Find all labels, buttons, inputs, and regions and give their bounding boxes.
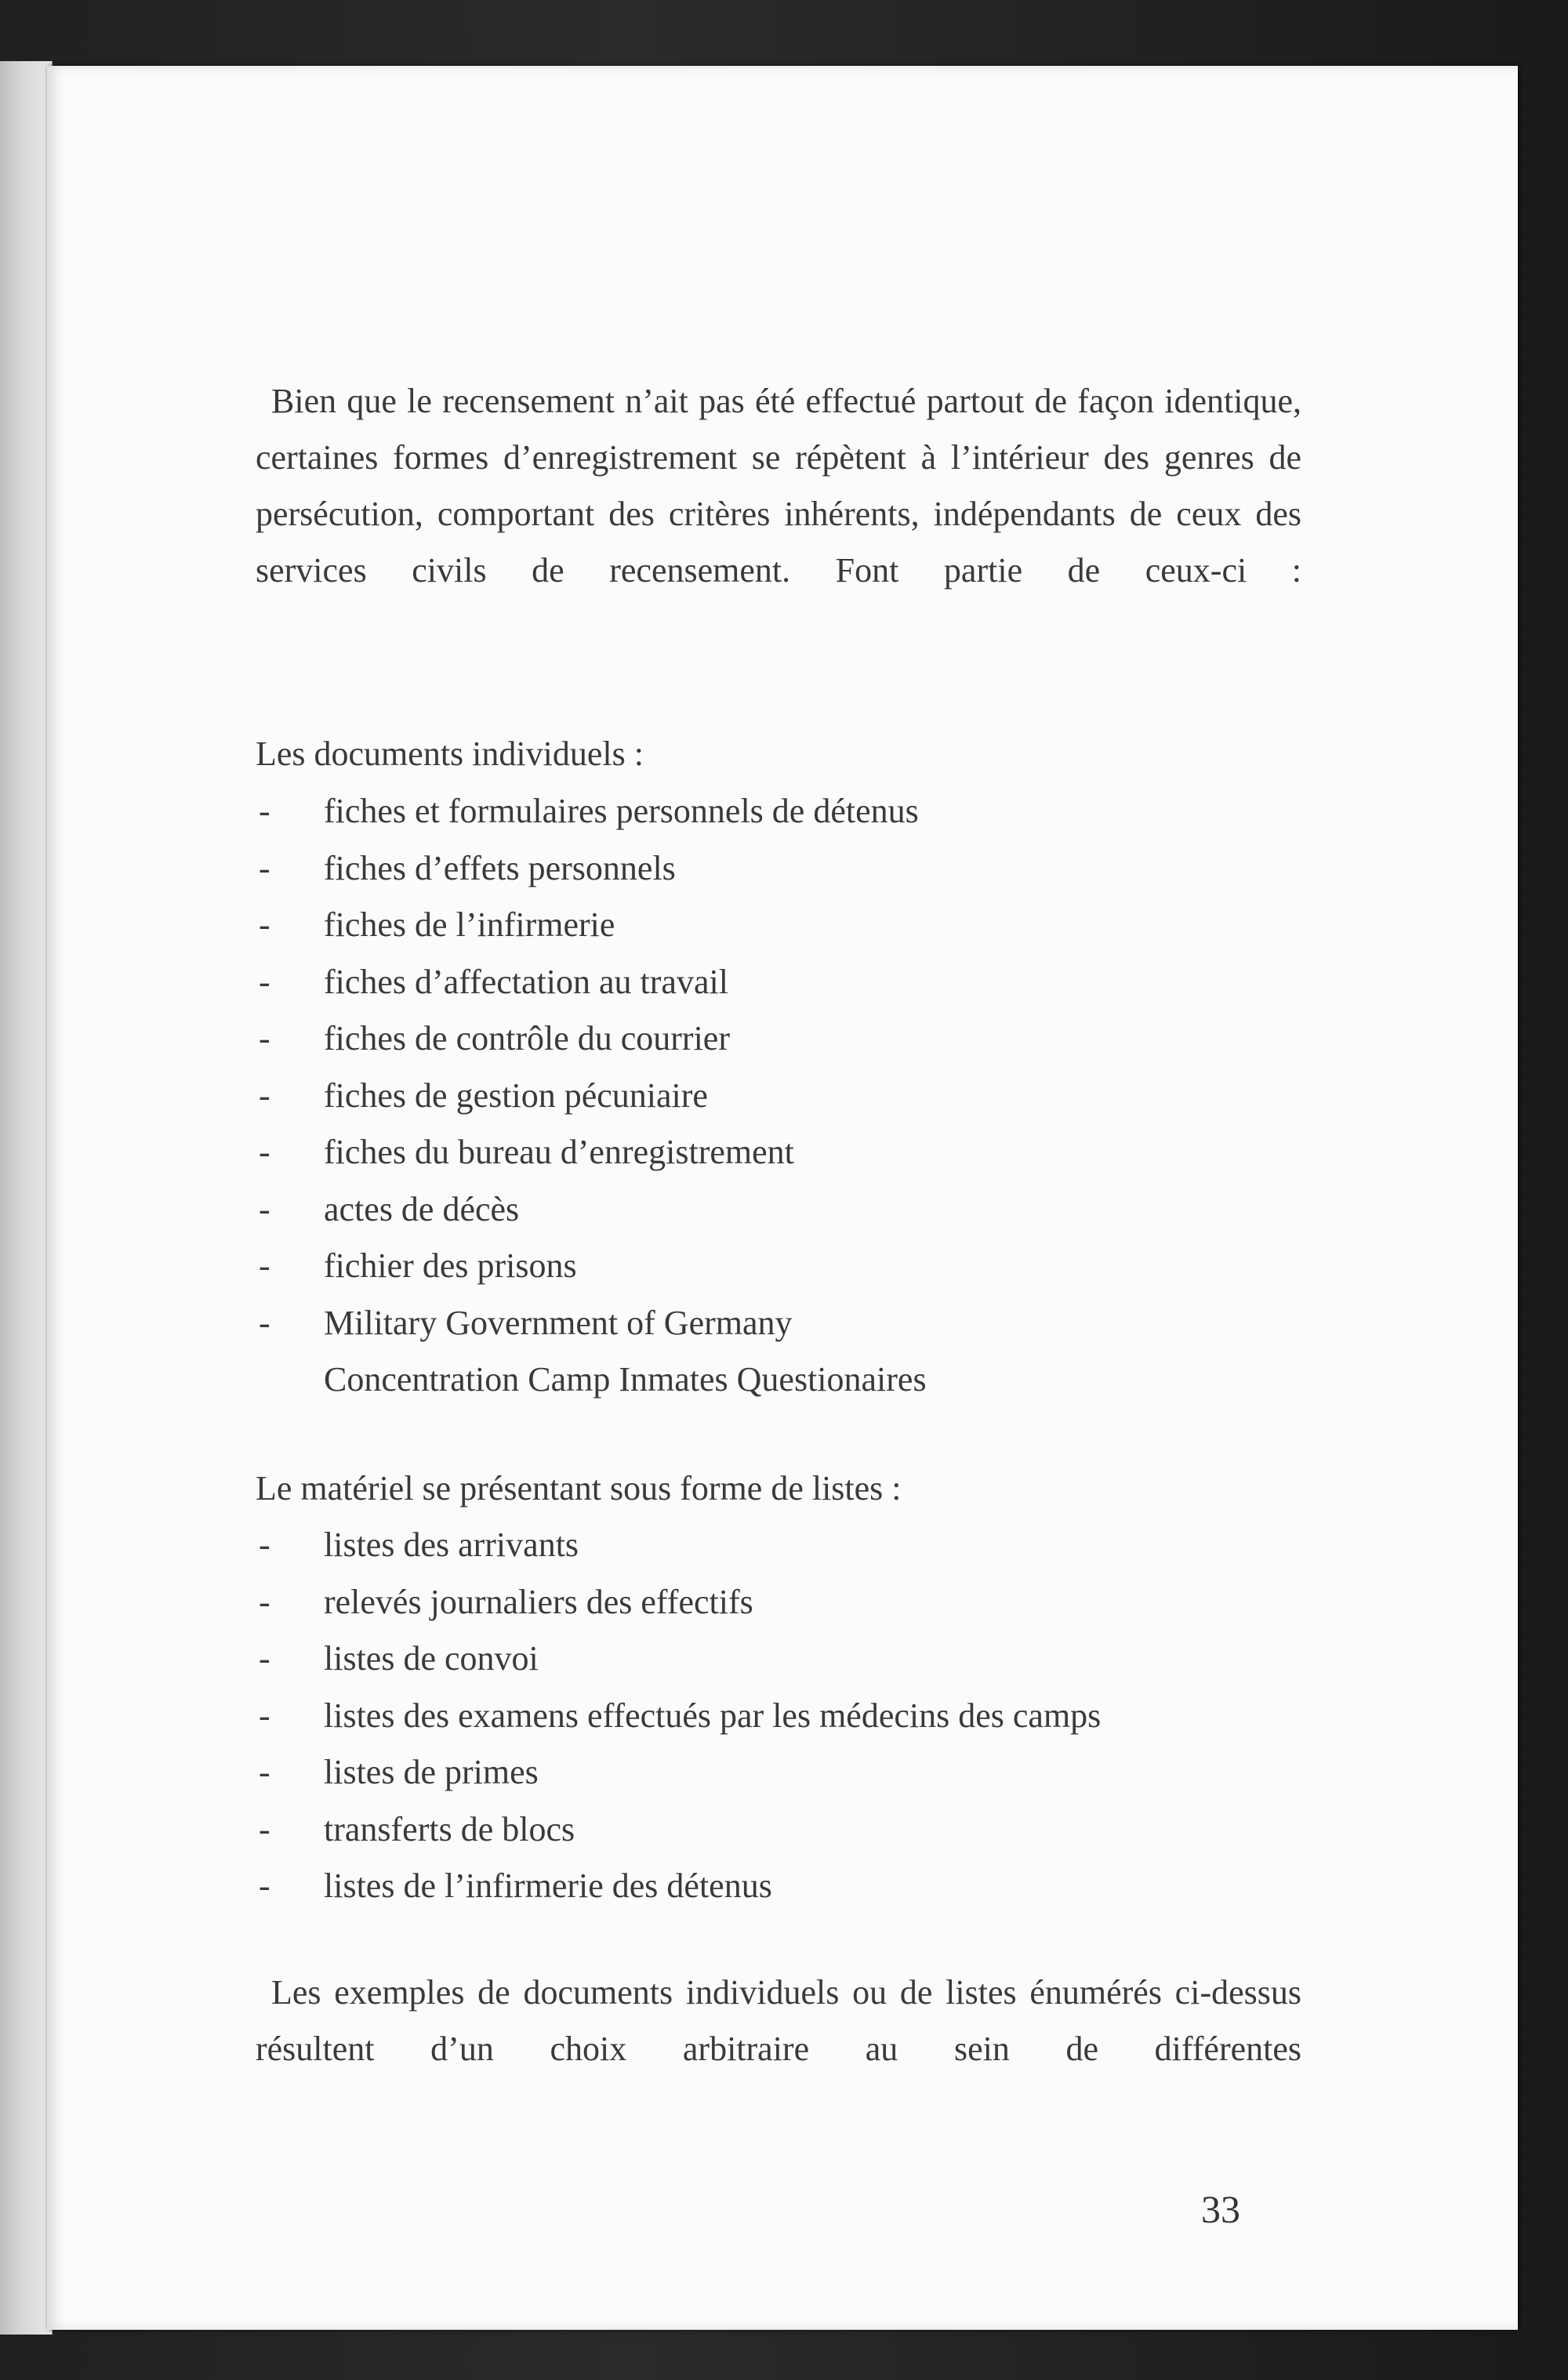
list-item — [256, 1744, 1301, 1801]
list-item-text: fiches de contrôle du courrier — [324, 1019, 730, 1058]
list-dash: - — [259, 1753, 270, 1791]
list-dash: - — [259, 1303, 270, 1342]
list-item-text: listes de primes — [324, 1753, 539, 1791]
list-item — [256, 1858, 1301, 1915]
list-dash: - — [259, 792, 270, 830]
list-dash: - — [259, 1639, 270, 1678]
list-item — [256, 783, 1301, 840]
list-dash: - — [259, 1019, 270, 1058]
list-dash: - — [259, 962, 270, 1001]
intro-paragraph: Bien que le recensement n’ait pas été effectué partout de façon identique, certaines formes d’enregistrement se répètent à l’intérieur des genres de persécution, comportant des critères inhérents, indépendants de ceux des services civils de recensement. Font partie de ceux-ci : — [256, 382, 1301, 590]
list-item — [256, 840, 1301, 898]
list-item — [256, 1574, 1301, 1631]
list-dash: - — [259, 1133, 270, 1171]
list-item-text: fiches de l’infirmerie — [324, 905, 615, 944]
list-item-text: listes des examens effectués par les médecins des camps — [324, 1696, 1102, 1735]
list-item — [256, 954, 1301, 1011]
list-dash: - — [259, 1076, 270, 1115]
page-number: 33 — [1201, 2187, 1240, 2231]
list-item-text: listes de l’infirmerie des détenus — [324, 1867, 772, 1905]
list-item — [256, 1010, 1301, 1068]
list-item-text: listes de convoi — [324, 1639, 539, 1678]
list-item — [256, 1517, 1301, 1574]
list-item — [256, 1295, 1301, 1352]
list-item-text: actes de décès — [324, 1189, 520, 1228]
list-item — [256, 897, 1301, 954]
list-dash: - — [259, 1526, 270, 1564]
list-item-text: fichier des prisons — [324, 1246, 577, 1285]
list-dash: - — [259, 848, 270, 887]
list-material-heading: Le matériel se présentant sous forme de listes : — [256, 1469, 902, 1507]
list-item — [256, 1631, 1301, 1688]
list-item-text: listes des arrivants — [324, 1526, 579, 1564]
individual-documents-list — [256, 783, 1301, 1409]
list-dash: - — [259, 1246, 270, 1285]
list-item-text: fiches et formulaires personnels de détenus — [324, 792, 919, 830]
list-item-continuation — [256, 1351, 1301, 1409]
list-dash: - — [259, 1189, 270, 1228]
list-item-text: fiches d’affectation au travail — [324, 962, 728, 1001]
list-dash: - — [259, 905, 270, 944]
list-item — [256, 1801, 1301, 1859]
list-item-text: fiches de gestion pécuniaire — [324, 1076, 708, 1115]
book-page — [47, 66, 1518, 2330]
list-item — [256, 1238, 1301, 1295]
list-item-text: fiches d’effets personnels — [324, 848, 676, 887]
list-item — [256, 1124, 1301, 1181]
list-item-text: transferts de blocs — [324, 1809, 575, 1848]
list-item — [256, 1068, 1301, 1125]
list-item-text: Concentration Camp Inmates Questionaires — [324, 1360, 927, 1399]
list-item-text: Military Government of Germany — [324, 1303, 793, 1342]
previous-page-edge — [0, 61, 53, 2335]
list-item — [256, 1688, 1301, 1745]
list-dash: - — [259, 1582, 270, 1621]
list-material-list — [256, 1517, 1301, 1915]
list-item-text: relevés journaliers des effectifs — [324, 1582, 753, 1621]
closing-paragraph: Les exemples de documents individuels ou de listes énumérés ci-dessus résultent d’un choix arbitraire au sein de différentes — [256, 1973, 1301, 2068]
list-item-text: fiches du bureau d’enregistrement — [324, 1133, 794, 1171]
individual-documents-heading: Les documents individuels : — [256, 735, 644, 773]
list-dash: - — [259, 1696, 270, 1735]
list-dash: - — [259, 1809, 270, 1848]
list-dash: - — [259, 1867, 270, 1905]
list-item — [256, 1181, 1301, 1239]
